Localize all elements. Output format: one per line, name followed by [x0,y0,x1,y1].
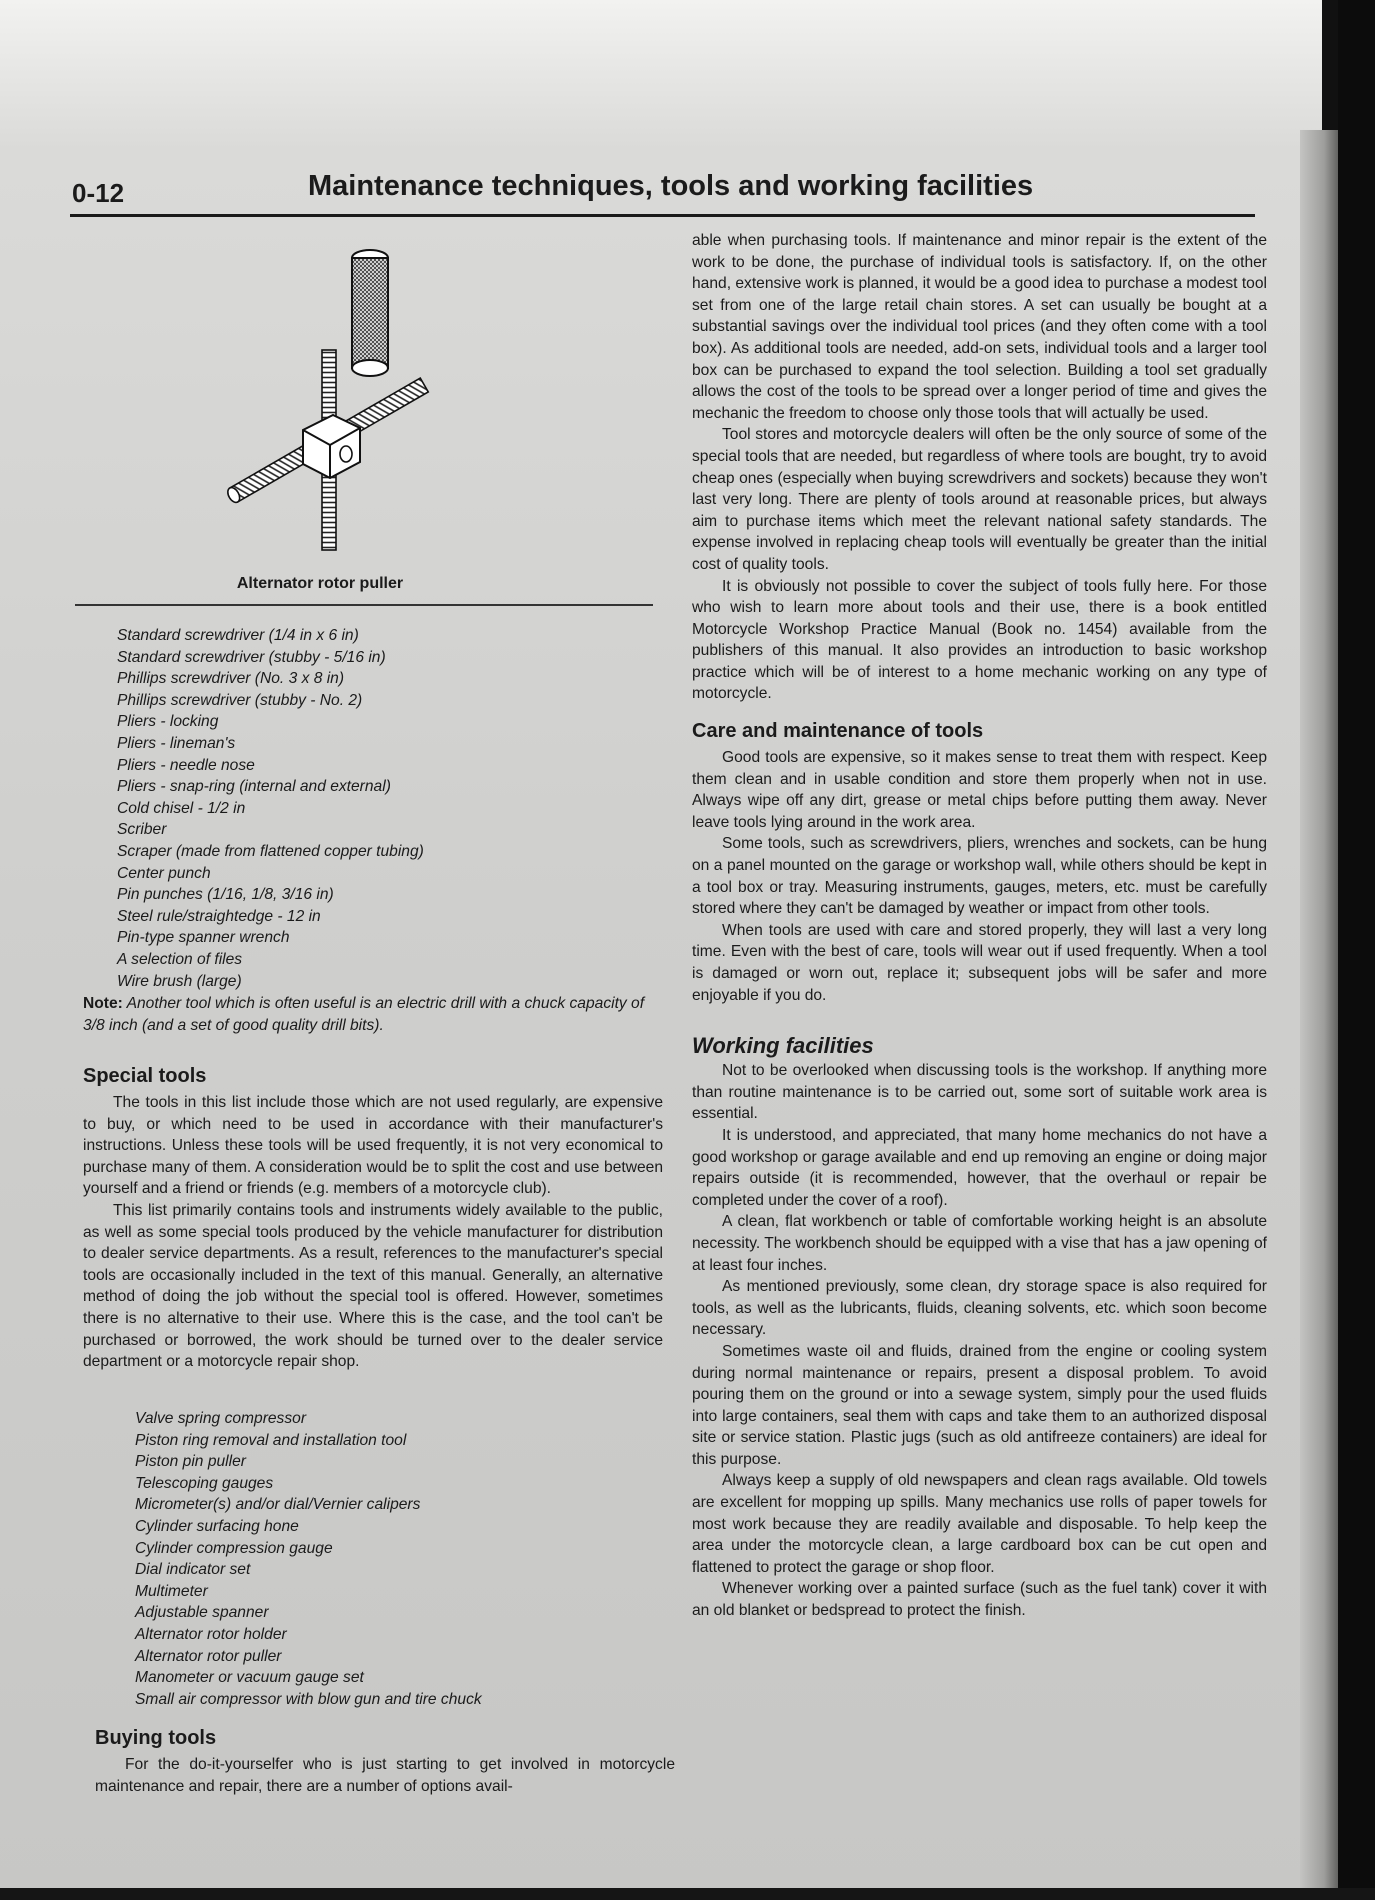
list-item: Telescoping gauges [135,1474,274,1492]
scan-dark-edge [1338,0,1375,1900]
list-item: Piston pin puller [135,1453,246,1471]
list-item: Alternator rotor holder [135,1625,287,1643]
list-item: Pliers - locking [117,713,219,731]
list-item: Standard screwdriver (1/4 in x 6 in) [117,627,359,644]
book-spine-shadow [1300,130,1340,1900]
right-column [692,230,1267,1622]
special-tools-list [135,1408,482,1710]
list-item: Scriber [117,821,167,839]
list-item: Micrometer(s) and/or dial/Vernier calipers [135,1496,421,1514]
list-item: Valve spring compressor [135,1410,307,1427]
paragraph: This list primarily contains tools and instruments widely available to the public, as well as some special tools produced by the vehicle manufacturer for distribution to dealer service departments. As a result, references to the manufacturer's special tools are occasionally included in the text of this manual. Generally, an alternative method of doing the job without the special tool is offered. However, sometimes there is no alternative to their use. Where this is the case, and the tool can't be purchased or borrowed, the work should be turned over to the dealer service department or a motorcycle repair shop. [83,1201,663,1371]
paragraph: Sometimes waste oil and fluids, drained from the engine or cooling system during normal maintenance or repairs, present a disposal problem. To avoid pouring them on the ground or into a sewage system, simply pour the used fluids into large containers, seal them with caps and take them to an authorized disposal site or service station. Plastic jugs (such as old antifreeze containers) are ideal for this purpose. [692,1342,1267,1468]
paragraph: Always keep a supply of old newspapers and clean rags available. Old towels are excellent for mopping up spills. Many mechanics use rolls of paper towels for most work because they are readily available and disposable. To help keep the area under the motorcycle clean, a large cardboard box can be cut open and flattened to protect the garage or shop floor. [692,1472,1267,1576]
paragraph: able when purchasing tools. If maintenance and minor repair is the extent of the work to be done, the purchase of individual tools is satisfactory. If, on the other hand, extensive work is planned, it would be a good idea to purchase a modest tool set from one of the large retail chain stores. A set can usually be bought at a substantial savings over the individual tool prices (and they often come with a tool box). As additional tools are needed, add-on sets, individual tools and a larger tool box can be purchased to expand the tool selection. Building a tool set gradually allows the cost of the tools to be spread over a longer period of time and gives the mechanic the freedom to choose only those tools that will actually be used. [692,232,1267,422]
list-item: Adjustable spanner [135,1604,269,1622]
list-item: A selection of files [117,950,243,968]
note-label: Note: [83,995,123,1012]
list-item: Phillips screwdriver (No. 3 x 8 in) [117,670,345,688]
basic-tools-list [117,625,424,992]
figure-rule [75,604,653,606]
buying-tools-heading: Buying tools [95,1727,217,1749]
paragraph: Tool stores and motorcycle dealers will often be the only source of some of the special tools that are needed, but regardless of where tools are bought, try to avoid cheap ones (especially when buying screwdrivers and sockets) because they won't last very long. There are plenty of tools around at reasonable prices, but always aim to purchase items which meet the relevant national safety standards. The expense involved in replacing cheap tools will eventually be greater than the initial cost of quality tools. [692,426,1267,573]
figure-caption: Alternator rotor puller [236,575,404,592]
list-item: Small air compressor with blow gun and tire chuck [135,1690,482,1708]
paragraph: Good tools are expensive, so it makes sense to treat them with respect. Keep them clean and in usable condition and store them properly when not in use. Always wipe off any dirt, grease or metal chips before putting them away. Never leave tools lying around in the work area. [692,749,1267,831]
list-item: Dial indicator set [135,1561,251,1579]
list-item: Alternator rotor puller [135,1647,282,1665]
list-item: Cylinder compression gauge [135,1539,333,1557]
buying-tools-section-left [95,1712,675,1797]
scan-bottom-edge [0,1888,1375,1900]
paragraph: The tools in this list include those which are not used regularly, are expensive to buy, or which need to be used in accordance with their manufacturer's instructions. Unless these tools will be used frequently, it is not very economical to purchase many of them. A consideration would be to split the cost and use between yourself and a friend or friends (e.g. members of a motorcycle club). [83,1094,663,1198]
alternator-rotor-puller-illustration [215,240,455,570]
list-item: Scraper (made from flattened copper tubing) [117,842,424,860]
list-item: Manometer or vacuum gauge set [135,1669,364,1687]
paragraph: As mentioned previously, some clean, dry storage space is also required for tools, as well as the lubricants, fluids, cleaning solvents, etc. which soon become necessary. [692,1278,1267,1339]
list-item: Multimeter [135,1582,208,1600]
note-text: Another tool which is often useful is an electric drill with a chuck capacity of 3/8 inch (and a set of good quality drill bits). [83,995,645,1034]
special-tools-heading: Special tools [83,1065,207,1087]
paragraph: It is obviously not possible to cover the subject of tools fully here. For those who wish to learn more about tools and their use, there is a book entitled Motorcycle Workshop Practice Manual (Book no. 1454) available from the publishers of this manual. It also provides an introduction to basic workshop practice which will be of interest to a home mechanic working on any type of motorcycle. [692,577,1267,703]
title-rule [70,214,1255,217]
paragraph: Whenever working over a painted surface (such as the fuel tank) cover it with an old blanket or bedspread to protect the finish. [692,1580,1267,1620]
list-item: Pin punches (1/16, 1/8, 3/16 in) [117,886,334,904]
list-item: Standard screwdriver (stubby - 5/16 in) [117,648,386,666]
paragraph: For the do-it-yourselfer who is just starting to get involved in motorcycle maintenance and repair, there are a number of options avail- [95,1756,675,1795]
list-item: Cold chisel - 1/2 in [117,799,246,817]
list-item: Pliers - needle nose [117,756,255,774]
list-item: Wire brush (large) [117,972,242,990]
page-title: Maintenance techniques, tools and working facilities [308,170,1034,202]
care-heading: Care and maintenance of tools [692,720,984,743]
paragraph: When tools are used with care and stored properly, they will last a very long time. Even with the best of care, tools will wear out if used frequently. When a tool is damaged or worn out, replace it; subsequent jobs will be safer and more enjoyable if you do. [692,921,1267,1004]
note-paragraph [83,993,663,1036]
list-item: Pin-type spanner wrench [117,929,290,947]
list-item: Steel rule/straightedge - 12 in [117,907,321,925]
paragraph: A clean, flat workbench or table of comfortable working height is an absolute necessity. The workbench should be equipped with a vise that has a jaw opening of at least four inches. [692,1213,1267,1274]
list-item: Pliers - lineman's [117,734,236,752]
paragraph: Some tools, such as screwdrivers, pliers, wrenches and sockets, can be hung on a panel mounted on the garage or workshop wall, while others should be kept in a tool box or tray. Measuring instruments, gauges, meters, etc. must be carefully stored where they can't be damaged by weather or impact from other tools. [692,835,1267,918]
page-number: 0-12 [72,178,125,208]
paragraph: Not to be overlooked when discussing tools is the workshop. If anything more than routine maintenance is to be carried out, some sort of suitable work area is essential. [692,1062,1267,1123]
list-item: Piston ring removal and installation tool [135,1431,407,1449]
special-tools-section [83,1050,663,1373]
paragraph: It is understood, and appreciated, that many home mechanics do not have a good workshop or garage available and end up removing an engine or doing major repairs outside (it is recommended, however, that the overhaul or repair be completed under the cover of a roof). [692,1126,1267,1209]
list-item: Phillips screwdriver (stubby - No. 2) [117,691,363,709]
list-item: Center punch [117,864,211,882]
list-item: Cylinder surfacing hone [135,1517,299,1535]
working-facilities-heading: Working facilities [692,1033,874,1059]
list-item: Pliers - snap-ring (internal and external) [117,778,391,796]
